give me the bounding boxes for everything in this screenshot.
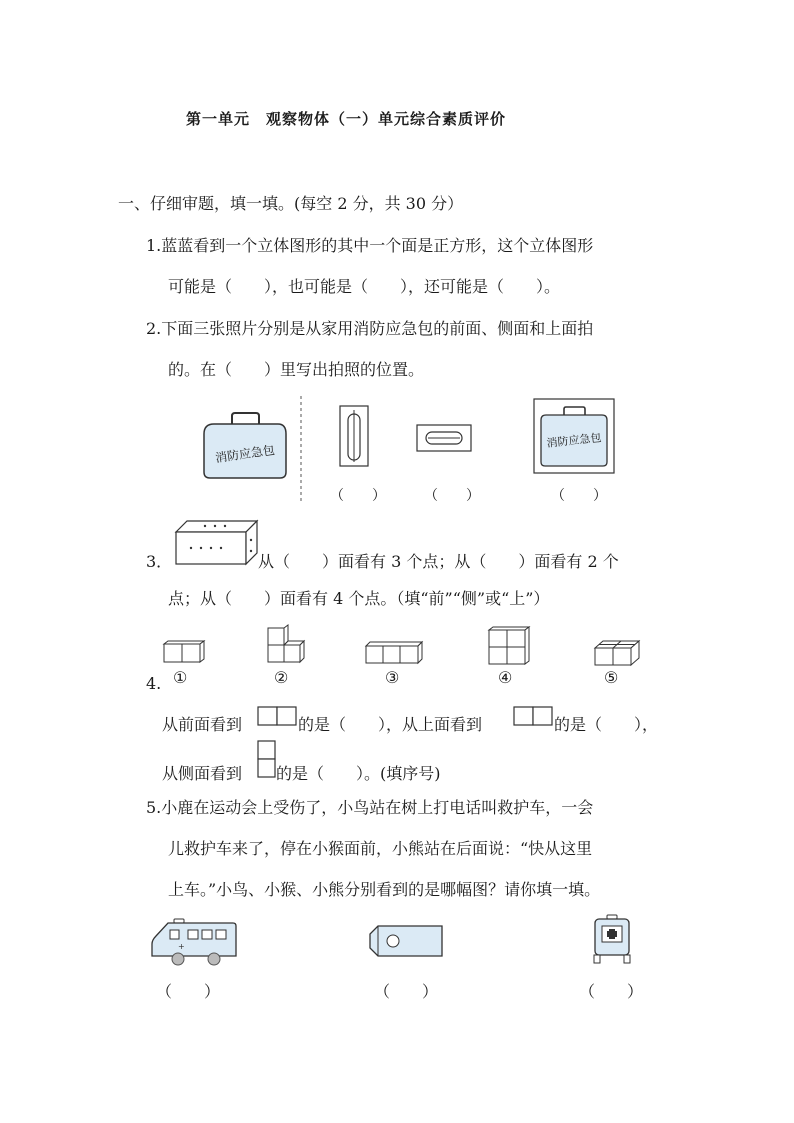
q4-number: 4.: [146, 674, 162, 693]
divider: [300, 396, 302, 504]
shape-label-5: ⑤: [604, 668, 619, 687]
bag-top-photo: [416, 424, 472, 452]
q5-line2: 儿救护车来了，停在小猴面前，小熊站在后面说：“快从这里: [168, 839, 593, 858]
dotted-box: [175, 520, 257, 566]
shape-label-2: ②: [274, 668, 289, 687]
page-title: 第一单元 观察物体（一）单元综合素质评价: [186, 110, 507, 128]
q2-blank-3[interactable]: （ ）: [551, 488, 607, 504]
q2-line2: 的。在（ ）里写出拍照的位置。: [168, 360, 425, 379]
q2-line1: 2.下面三张照片分别是从家用消防应急包的前面、侧面和上面拍: [146, 319, 594, 338]
q5-blank-2[interactable]: （ ）: [374, 982, 439, 1001]
ambulance-side-view: [148, 918, 238, 970]
svg-text:+: +: [178, 942, 185, 951]
cube-shape-1: [160, 640, 206, 664]
ambulance-back-view: [590, 914, 634, 966]
ambulance-top-view: [368, 924, 446, 958]
q5-line3: 上车。”小鸟、小猴、小熊分别看到的是哪幅图？请你填一填。: [168, 880, 601, 899]
q5-blank-1[interactable]: （ ）: [156, 982, 221, 1001]
q2-blank-1[interactable]: （ ）: [330, 488, 386, 504]
q4-line2-a: 从侧面看到: [162, 764, 243, 783]
bag-front-photo: [200, 412, 290, 482]
two-square-view-1: [257, 706, 297, 726]
cube-shape-2: [264, 626, 306, 664]
q5-blank-3[interactable]: （ ）: [579, 982, 644, 1001]
q3-number: 3．: [146, 552, 173, 571]
stacked-square-view: [257, 740, 277, 780]
q4-line2-b: 的是（ ）。(填序号): [276, 764, 441, 783]
cube-shape-4: [487, 626, 529, 666]
bag-label-text-2: 消防应急包: [545, 431, 602, 450]
bag-side-photo: [339, 405, 369, 467]
two-square-view-2: [513, 706, 553, 726]
q4-line1-a: 从前面看到: [162, 715, 243, 734]
bag-label-text: 消防应急包: [214, 442, 276, 466]
q3-line2: 点；从（ ）面看有 4 个点。（填“前”“侧”或“上”）: [168, 589, 550, 608]
bag-front-view-photo: [533, 398, 615, 474]
q5-line1: 5.小鹿在运动会上受伤了，小鸟站在树上打电话叫救护车，一会: [146, 798, 594, 817]
q4-line1-b: 的是（ ），从上面看到: [298, 715, 483, 734]
q1-line1: 1.蓝蓝看到一个立体图形的其中一个面是正方形，这个立体图形: [146, 236, 594, 255]
q2-blank-2[interactable]: （ ）: [424, 488, 480, 504]
cube-shape-3: [364, 641, 424, 665]
q3-line1: 从（ ）面看有 3 个点；从（ ）面看有 2 个: [258, 552, 619, 571]
shape-label-3: ③: [385, 668, 400, 687]
cube-shape-5: [593, 640, 641, 666]
q4-line1-c: 的是（ ），: [554, 715, 659, 734]
section-heading: 一、仔细审题，填一填。(每空 2 分，共 30 分）: [118, 194, 464, 213]
shape-label-4: ④: [498, 668, 513, 687]
shape-label-1: ①: [173, 668, 188, 687]
q1-line2: 可能是（ ），也可能是（ ），还可能是（ ）。: [168, 277, 561, 296]
